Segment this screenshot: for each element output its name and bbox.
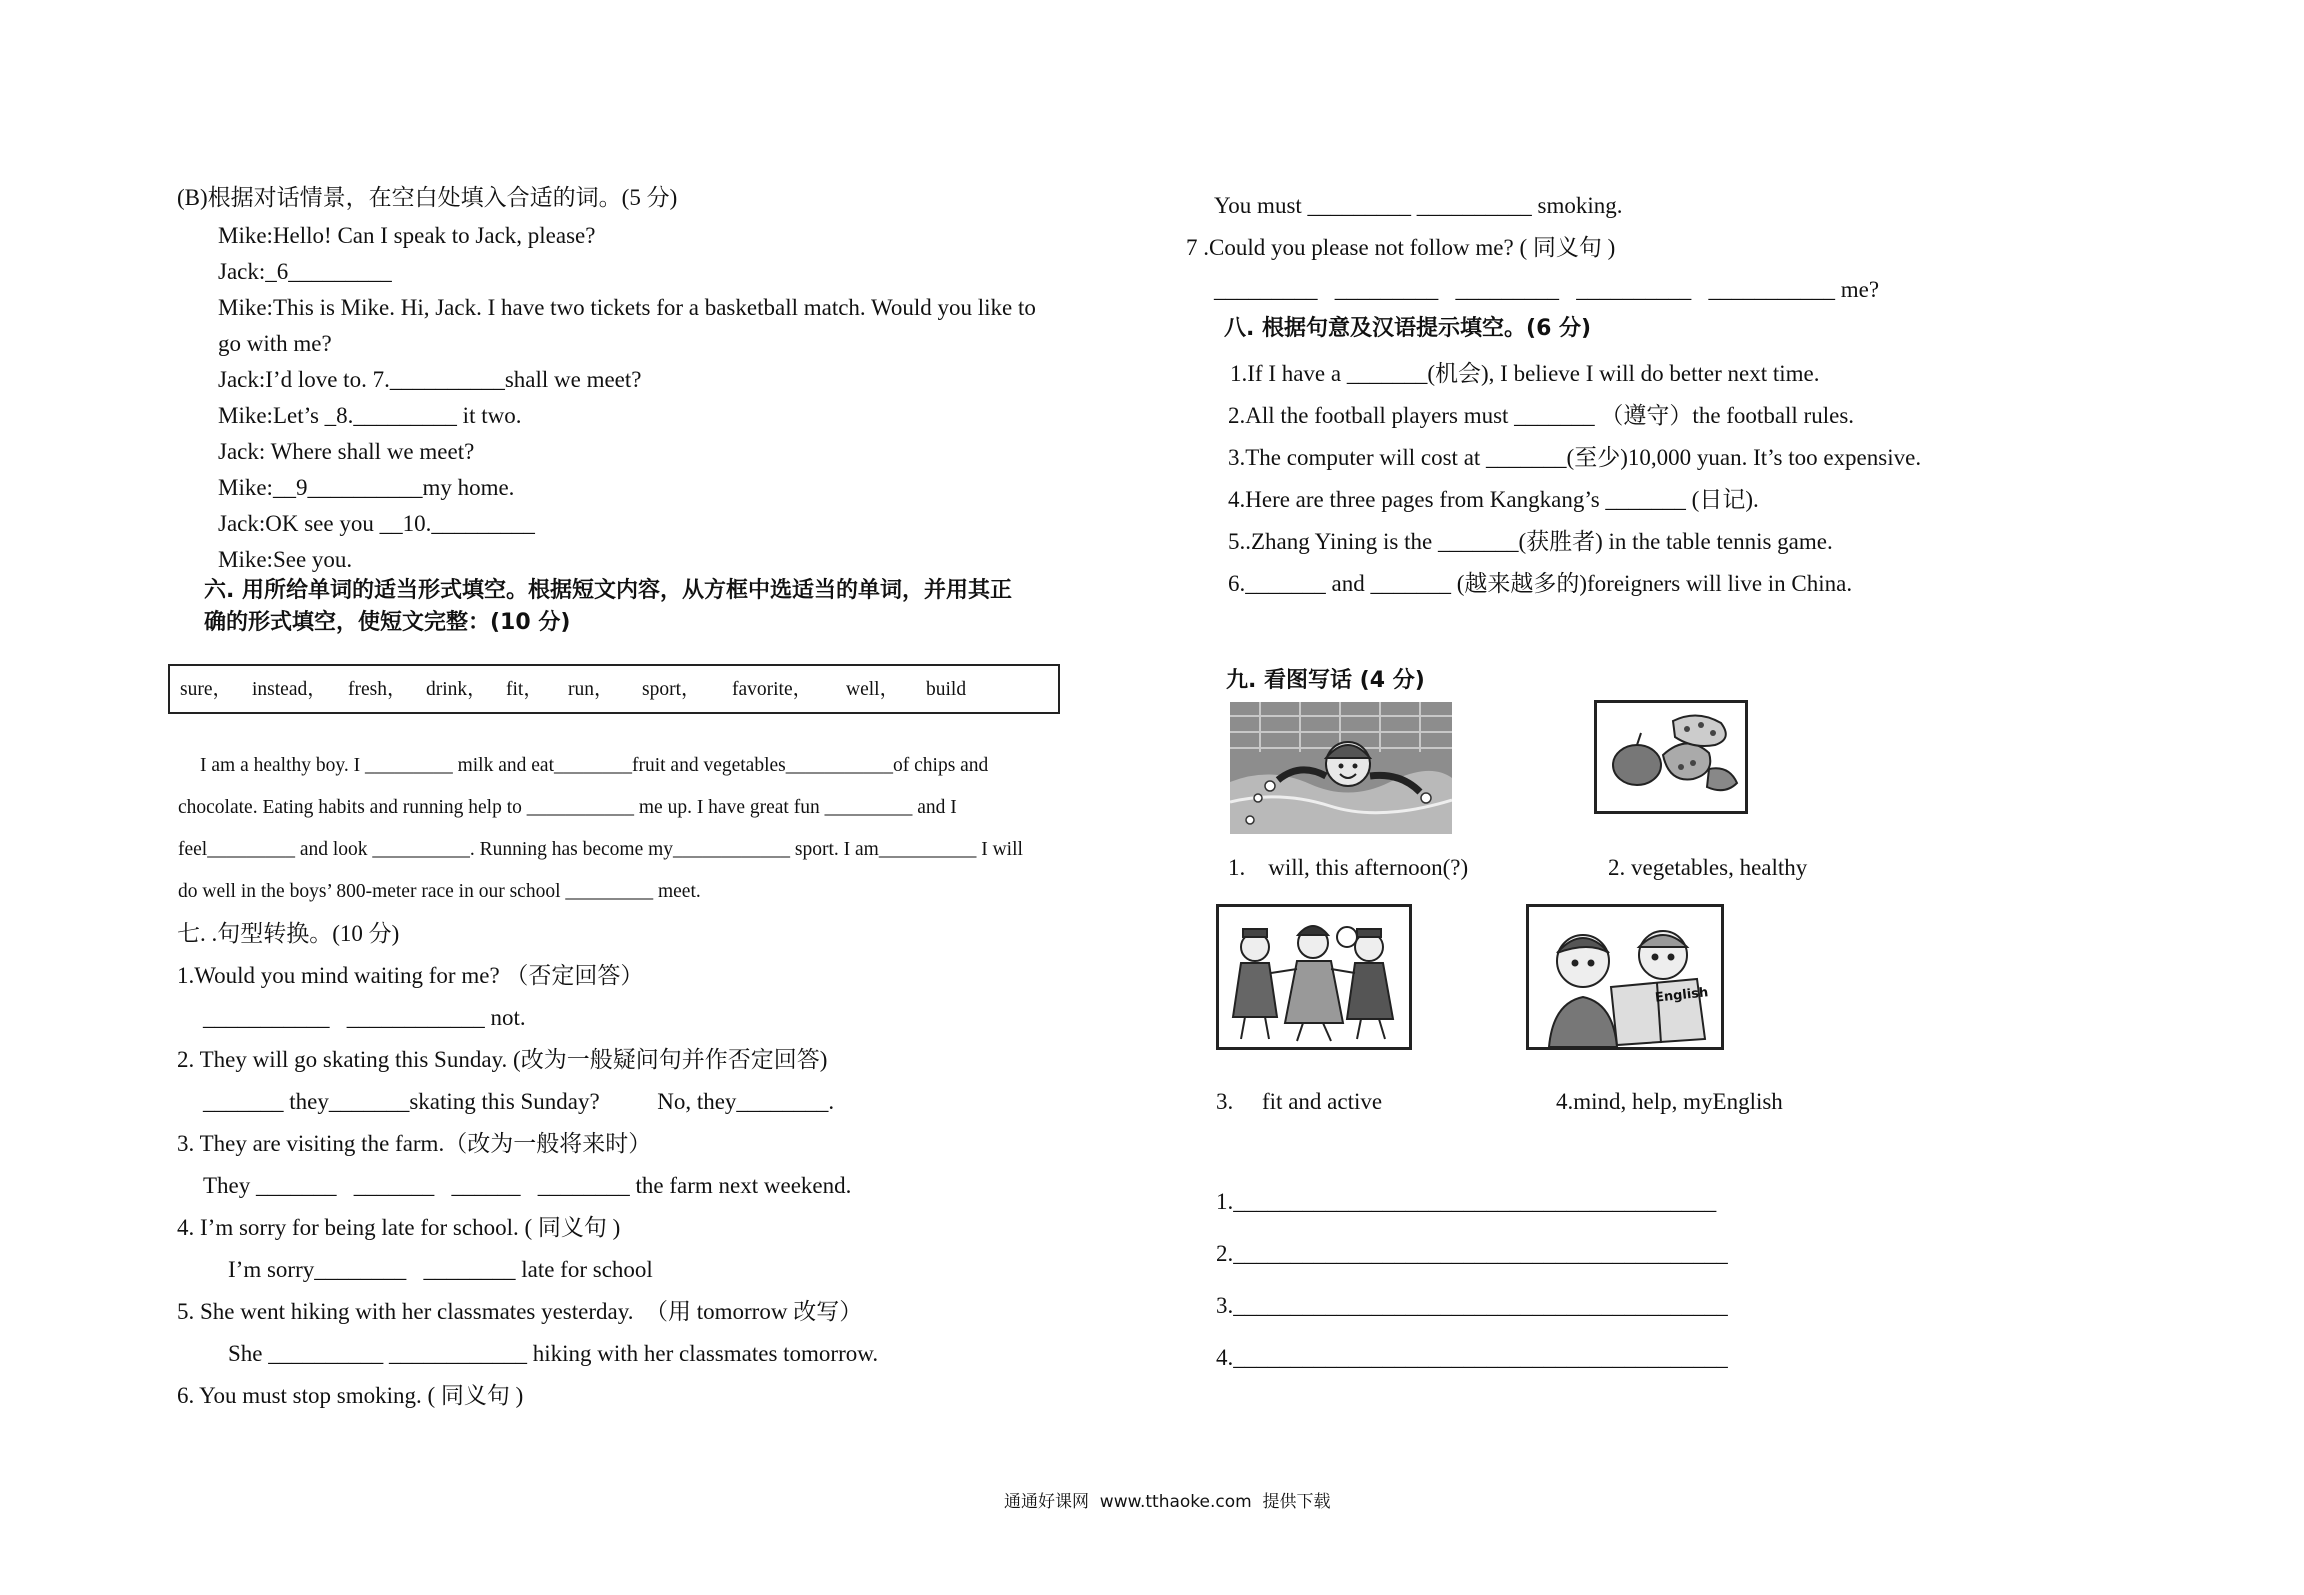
dialogue-line: Mike:__9__________my home.	[218, 475, 515, 500]
section-8-title: 八. 根据句意及汉语提示填空。(6 分)	[1224, 316, 1592, 341]
word-option: sport，	[642, 679, 701, 700]
section-6-title: 六. 用所给单词的适当形式填空。根据短文内容，从方框中选适当的单词，并用其正	[204, 578, 1013, 603]
dialogue-line: Jack:OK see you __10._________	[218, 511, 535, 536]
dialogue-line: Jack:I’d love to. 7.__________shall we meet?	[218, 367, 642, 392]
dialogue-line: Mike:This is Mike. Hi, Jack. I have two tickets for a basketball match. Would you like to	[218, 295, 1036, 320]
word-option: fit，	[506, 679, 543, 700]
fill-line: 4.Here are three pages from Kangkang’s _______ (日记).	[1228, 487, 1759, 512]
fill-line: 3.The computer will cost at _______(至少)10,000 yuan. It’s too expensive.	[1228, 445, 1922, 470]
answer-line: _________ _________ _________ __________ ___________ me?	[1214, 277, 1880, 302]
question-line: 3. They are visiting the farm.（改为一般将来时）	[177, 1131, 652, 1156]
word-option: well，	[846, 679, 900, 700]
dialogue-line: Jack: Where shall we meet?	[218, 439, 475, 464]
word-option: run，	[568, 679, 614, 700]
question-line: 2. They will go skating this Sunday. (改为一般疑问句并作否定回答)	[177, 1047, 828, 1072]
dialogue-line: Jack:_6_________	[218, 259, 392, 284]
dialogue-line: Mike:See you.	[218, 547, 353, 572]
question-line: 1.Would you mind waiting for me? （否定回答）	[177, 963, 644, 988]
fill-line: 1.If I have a _______(机会), I believe I will do better next time.	[1230, 361, 1820, 386]
answer-blank-line[interactable]: 4.___________________________________________	[1216, 1345, 1728, 1370]
fill-line: 5..Zhang Yining is the _______(获胜者) in the table tennis game.	[1228, 529, 1833, 554]
question-line: 6. You must stop smoking. ( 同义句 )	[177, 1383, 524, 1408]
word-option: favorite，	[732, 679, 813, 700]
answer-line: I’m sorry________ ________ late for school	[228, 1257, 653, 1282]
section-6-title-cont: 确的形式填空，使短文完整：(10 分)	[204, 610, 571, 635]
english-book-picture	[1526, 904, 1724, 1050]
vegetables-picture	[1594, 700, 1748, 814]
answer-blank-line[interactable]: 3.___________________________________________	[1216, 1293, 1728, 1318]
word-option: instead，	[252, 679, 327, 700]
passage-line: chocolate. Eating habits and running help to ___________ me up. I have great fun _________ and I	[178, 797, 957, 818]
book-label: English	[1654, 985, 1709, 1006]
picture-caption: 4.mind, help, myEnglish	[1556, 1089, 1783, 1114]
dialogue-line: go with me?	[218, 331, 332, 356]
passage-line: feel_________ and look __________. Running has become my____________ sport. I am__________ I will	[178, 839, 1023, 860]
question-line: 7 .Could you please not follow me? ( 同义句 )	[1186, 235, 1616, 260]
fill-line: 2.All the football players must _______ （遵守）the football rules.	[1228, 403, 1855, 428]
section-7-title: 七. .句型转换。(10 分)	[177, 921, 400, 946]
answer-line: ___________ ____________ not.	[203, 1005, 526, 1030]
picture-caption: 3. fit and active	[1216, 1089, 1383, 1114]
dialogue-line: Mike:Hello! Can I speak to Jack, please?	[218, 223, 596, 248]
dialogue-line: Mike:Let’s _8._________ it two.	[218, 403, 522, 428]
word-option: fresh，	[348, 679, 407, 700]
section-9-title: 九. 看图写话 (4 分)	[1226, 668, 1425, 693]
answer-line: _______ they_______skating this Sunday? No, they________.	[203, 1089, 835, 1114]
answer-line: They _______ _______ ______ ________ the farm next weekend.	[203, 1173, 852, 1198]
section-b-title: (B)根据对话情景，在空白处填入合适的词。(5 分)	[177, 185, 678, 210]
answer-blank-line[interactable]: 1.__________________________________________	[1216, 1189, 1717, 1214]
picture-caption: 2. vegetables, healthy	[1608, 855, 1808, 880]
fill-line: 6._______ and _______ (越来越多的)foreigners will live in China.	[1228, 571, 1853, 596]
word-option: drink，	[426, 679, 487, 700]
passage-line: do well in the boys’ 800-meter race in our school _________ meet.	[178, 881, 701, 902]
word-option: sure，	[180, 679, 232, 700]
passage-line: I am a healthy boy. I _________ milk and eat________fruit and vegetables___________of chips and	[200, 755, 989, 776]
question-line: 5. She went hiking with her classmates yesterday. （用 tomorrow 改写）	[177, 1299, 863, 1324]
footer-credit: 通通好课网 www.tthaoke.com 提供下载	[1004, 1492, 1331, 1512]
answer-line: She __________ ____________ hiking with her classmates tomorrow.	[228, 1341, 879, 1366]
question-line: 4. I’m sorry for being late for school. ( 同义句 )	[177, 1215, 621, 1240]
swimming-boy-picture	[1230, 702, 1452, 834]
word-box	[168, 664, 1060, 714]
answer-line: You must _________ __________ smoking.	[1214, 193, 1623, 218]
answer-blank-line[interactable]: 2.___________________________________________	[1216, 1241, 1728, 1266]
picture-caption: 1. will, this afternoon(?)	[1228, 855, 1469, 880]
word-option: build	[926, 679, 967, 700]
dancing-children-picture	[1216, 904, 1412, 1050]
